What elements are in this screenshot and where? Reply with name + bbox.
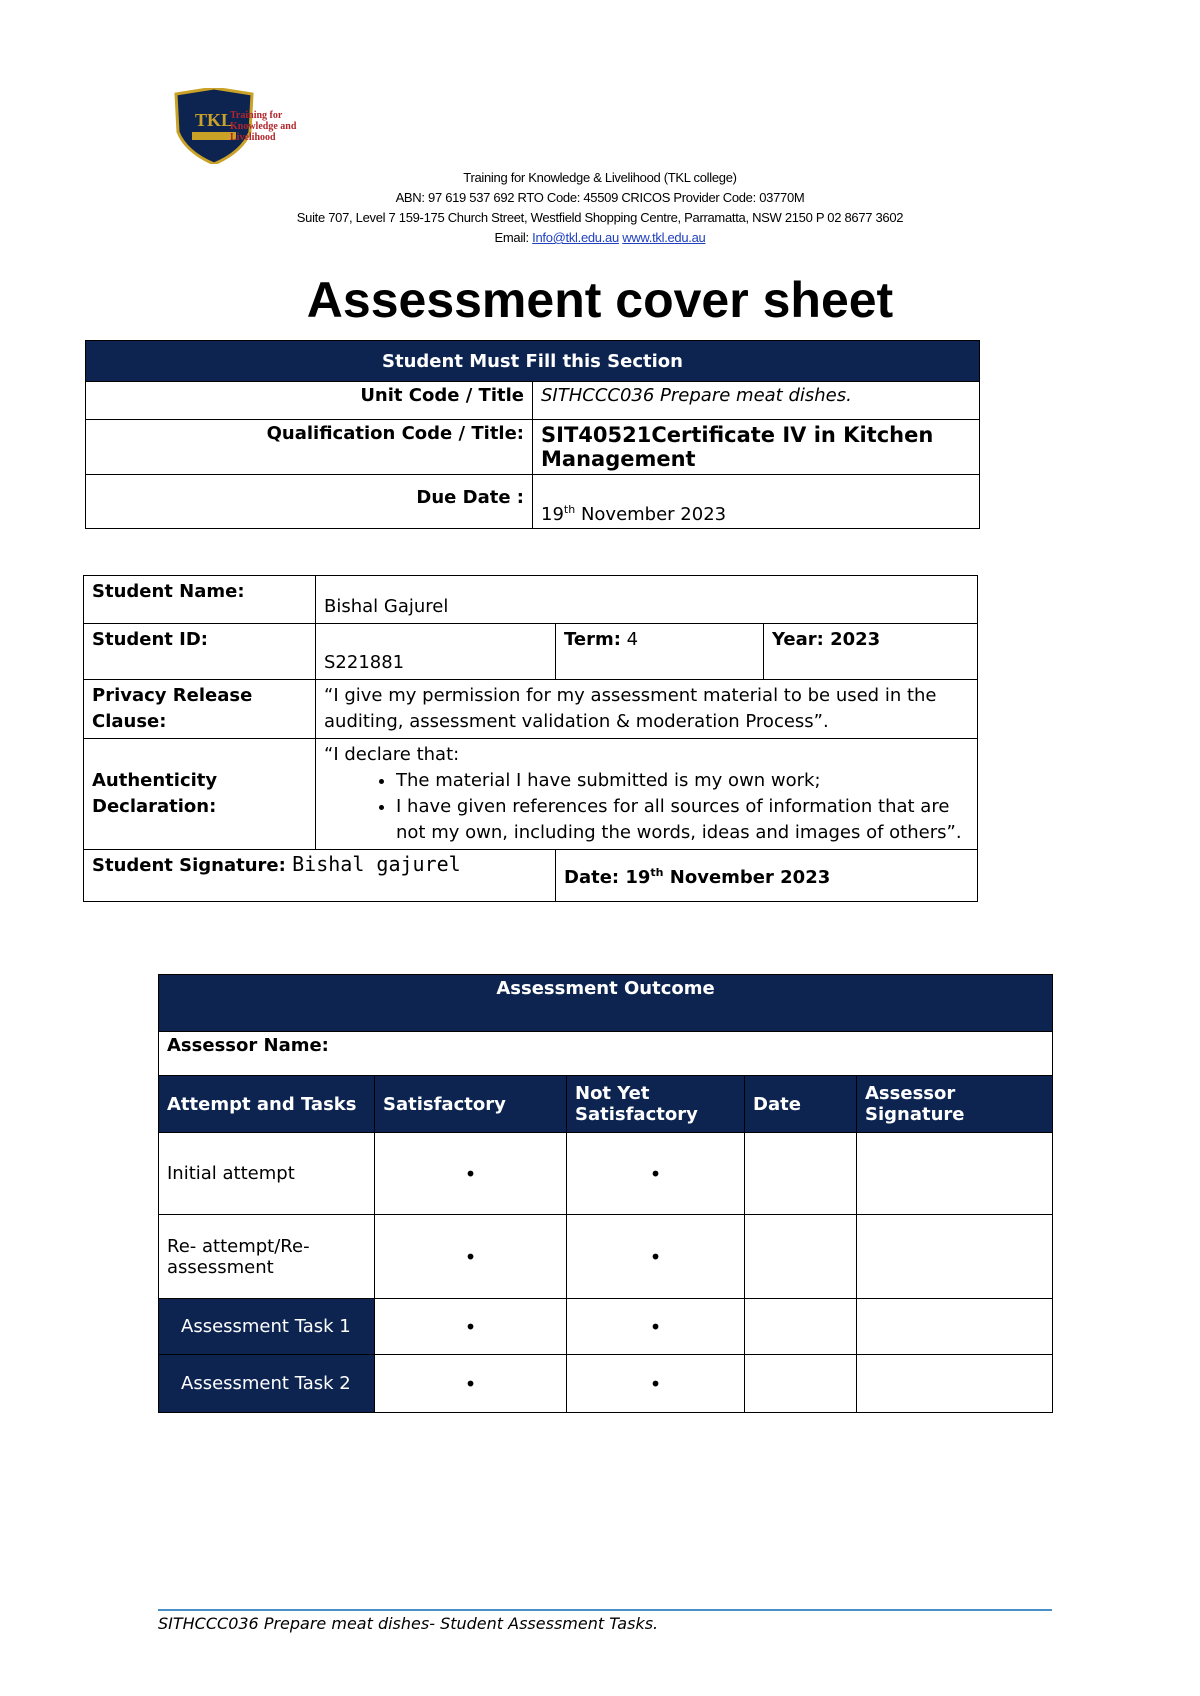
date-cell[interactable] bbox=[745, 1133, 857, 1215]
not-yet-satisfactory-checkbox[interactable]: • bbox=[567, 1133, 745, 1215]
college-logo bbox=[172, 88, 322, 164]
student-id-value: S221881 bbox=[316, 624, 556, 680]
signature-field bbox=[84, 850, 556, 902]
date-cell[interactable] bbox=[745, 1215, 857, 1299]
signature-value: Bishal gajurel bbox=[292, 852, 461, 876]
term-field bbox=[556, 624, 764, 680]
col-not-yet-satisfactory: Not Yet Satisfactory bbox=[567, 1076, 745, 1133]
section-heading: Student Must Fill this Section bbox=[86, 341, 980, 382]
unit-code-label: Unit Code / Title bbox=[86, 382, 533, 420]
satisfactory-checkbox[interactable]: • bbox=[375, 1133, 567, 1215]
row-assessment-task-1: Assessment Task 1 bbox=[159, 1299, 375, 1355]
col-satisfactory: Satisfactory bbox=[375, 1076, 567, 1133]
student-name-label: Student Name: bbox=[84, 576, 316, 624]
authenticity-declaration bbox=[316, 739, 978, 850]
footer-divider bbox=[158, 1609, 1052, 1611]
student-id-label: Student ID: bbox=[84, 624, 316, 680]
student-details-table bbox=[83, 575, 978, 902]
qualification-label: Qualification Code / Title: bbox=[86, 420, 533, 475]
unit-code-value: SITHCCC036 Prepare meat dishes. bbox=[533, 382, 980, 420]
row-initial-attempt: Initial attempt bbox=[159, 1133, 375, 1215]
signature-cell[interactable] bbox=[857, 1355, 1053, 1413]
due-date-label: Due Date : bbox=[86, 475, 533, 529]
assessment-outcome-table bbox=[158, 974, 1053, 1413]
term-label: Term: bbox=[564, 629, 621, 650]
qualification-value: SIT40521Certificate IV in Kitchen Management bbox=[533, 420, 980, 475]
declaration-intro: “I declare that: bbox=[324, 744, 460, 765]
email-label: Email: bbox=[494, 230, 529, 245]
signature-cell[interactable] bbox=[857, 1299, 1053, 1355]
declaration-point: • The material I have submitted is my own work; bbox=[396, 768, 969, 794]
outcome-heading: Assessment Outcome bbox=[159, 975, 1053, 1032]
not-yet-satisfactory-checkbox[interactable]: • bbox=[567, 1355, 745, 1413]
footer-text: SITHCCC036 Prepare meat dishes- Student Assessment Tasks. bbox=[158, 1614, 659, 1633]
signature-date: Date: 19th November 2023 bbox=[556, 850, 978, 902]
col-assessor-signature: Assessor Signature bbox=[857, 1076, 1053, 1133]
contact-line bbox=[0, 228, 1200, 248]
due-date-value: 19th November 2023 bbox=[533, 475, 980, 529]
date-cell[interactable] bbox=[745, 1355, 857, 1413]
authenticity-label: Authenticity Declaration: bbox=[84, 739, 316, 850]
satisfactory-checkbox[interactable]: • bbox=[375, 1299, 567, 1355]
privacy-text: “I give my permission for my assessment material to be used in the auditing, assessment validation & moderation Process”. bbox=[316, 680, 978, 739]
logo-text: TKL bbox=[194, 110, 234, 130]
satisfactory-checkbox[interactable]: • bbox=[375, 1215, 567, 1299]
student-name-value: Bishal Gajurel bbox=[316, 576, 978, 624]
col-date: Date bbox=[745, 1076, 857, 1133]
email-link[interactable]: Info@tkl.edu.au bbox=[532, 230, 619, 245]
not-yet-satisfactory-checkbox[interactable]: • bbox=[567, 1215, 745, 1299]
row-reattempt: Re- attempt/Re- assessment bbox=[159, 1215, 375, 1299]
declaration-list bbox=[324, 768, 969, 846]
date-cell[interactable] bbox=[745, 1299, 857, 1355]
year-field: Year: 2023 bbox=[764, 624, 978, 680]
signature-label: Student Signature: bbox=[92, 855, 286, 876]
registration-line: ABN: 97 619 537 692 RTO Code: 45509 CRICOS Provider Code: 03770M bbox=[395, 190, 805, 205]
signature-cell[interactable] bbox=[857, 1133, 1053, 1215]
privacy-label: Privacy Release Clause: bbox=[84, 680, 316, 739]
header-info bbox=[0, 168, 1200, 248]
term-value: 4 bbox=[626, 629, 639, 650]
logo-tagline: Training for Knowledge and Livelihood bbox=[230, 110, 297, 143]
org-name: Training for Knowledge & Livelihood (TKL college) bbox=[463, 170, 737, 185]
signature-cell[interactable] bbox=[857, 1215, 1053, 1299]
declaration-point: • I have given references for all sources of information that are not my own, including the words, ideas and images of others”. bbox=[396, 794, 969, 846]
page-title: Assessment cover sheet bbox=[306, 272, 894, 328]
col-attempt-tasks: Attempt and Tasks bbox=[159, 1076, 375, 1133]
satisfactory-checkbox[interactable]: • bbox=[375, 1355, 567, 1413]
assessor-name-label: Assessor Name: bbox=[159, 1032, 1053, 1076]
unit-details-table bbox=[85, 340, 980, 529]
address-line: Suite 707, Level 7 159-175 Church Street, Westfield Shopping Centre, Parramatta, NSW 2150 P 02 8677 3602 bbox=[296, 210, 904, 225]
row-assessment-task-2: Assessment Task 2 bbox=[159, 1355, 375, 1413]
not-yet-satisfactory-checkbox[interactable]: • bbox=[567, 1299, 745, 1355]
website-link[interactable]: www.tkl.edu.au bbox=[622, 230, 706, 245]
